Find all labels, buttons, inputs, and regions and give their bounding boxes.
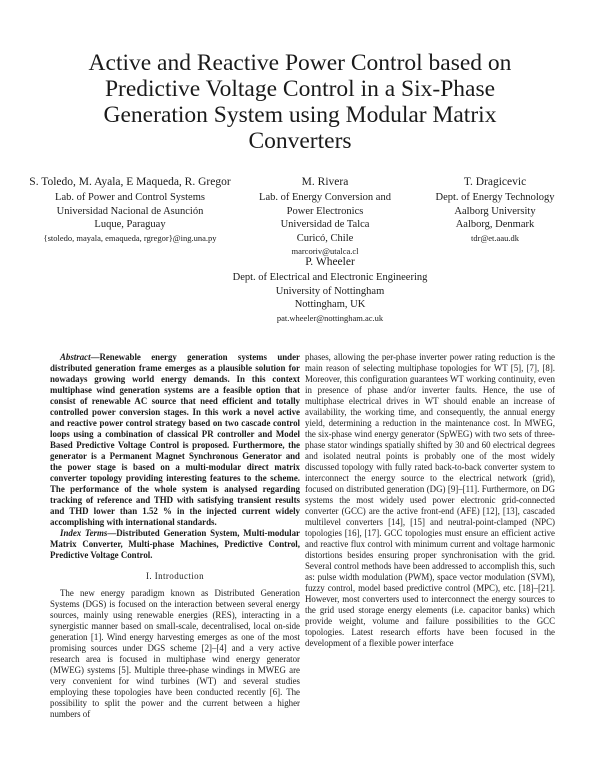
author-affiliation-line: University of Nottingham (275, 285, 385, 297)
paper-title: Active and Reactive Power Control based on Predictive Voltage Control in a Six-Phase Generation System using Modular Matrix Converters (88, 50, 512, 154)
left-column (50, 352, 300, 720)
author-affiliation-line: Lab. of Power and Control Systems (55, 192, 205, 203)
author-affiliation-line: Dept. of Energy Technology (435, 192, 555, 203)
author-name: M. Rivera (301, 176, 349, 188)
author-affiliation-line: Dept. of Electrical and Electronic Engineering (232, 272, 428, 283)
author-affiliation-line: Power Electronics (286, 205, 364, 217)
author-block-dragicevic (420, 175, 570, 245)
author-affiliation-line: Universidad Nacional de Asunción (56, 205, 204, 217)
author-block-toledo (10, 175, 250, 245)
section-heading-introduction: I. Introduction (146, 571, 204, 581)
author-name: T. Dragicevic (463, 176, 527, 188)
author-affiliation-line: Universidad de Talca (280, 219, 370, 230)
author-name: S. Toledo, M. Ayala, E Maqueda, R. Gregor (29, 176, 231, 188)
right-column (305, 352, 555, 649)
index-terms-text: —Distributed Generation System, Multi-modular Matrix Converter, Multi-phase Machines, Predictive Control, Predictive Voltage Control. (50, 528, 300, 560)
abstract (50, 352, 300, 528)
author-affiliation-line: Nottingham, UK (294, 299, 366, 310)
index-terms (50, 528, 300, 561)
author-email: marcoriv@utalca.cl (291, 246, 359, 256)
author-email: {stoledo, mayala, emaqueda, rgregor}@ing.una.py (43, 232, 217, 243)
author-affiliation-line: Aalborg, Denmark (455, 219, 535, 230)
author-affiliation-line: Aalborg University (454, 205, 536, 217)
author-block-wheeler (210, 255, 450, 325)
abstract-label: Abstract (60, 352, 91, 362)
author-affiliation-line: Luque, Paraguay (94, 219, 166, 230)
introduction-continued-paragraph: phases, allowing the per-phase inverter power rating reduction is the main reason of selecting multiphase topologies for WT [5], [7], [8]. Moreover, this configuration guarantees WT working continuity, even in presence of phase and/or inverter faults. Hence, the use of multiphase electrical drives in WT should enable an increase of availability, the working time, and consequently, the annual energy yield, determining a reduction in the maintenance cost. In MWEG, the six-phase wind energy generator (SpWEG) with two sets of three-phase stator windings spatially shifted by 30 and 60 electrical degrees and isolated neutral points is probably one of the most widely discussed topology with fully rated back-to-back converter system to interconnect the energy source to the electrical network (grid), focused on distributed generation (DG) [9]–[11]. Furthermore, on DG systems the most widely used power electronic grid-connected converter (GCC) are the active front-end (AFE) [12], [13], cascaded multilevel converters [14], [15] and neutral-point-clamped (NPC) topologies [16], [17]. GCC topologies must ensure an efficient active and reactive flux control with minimum current and voltage harmonic distortions besides ensuring proper synchronisation with the grid. Several control methods have been addressed to accomplish this, such as: pulse width modulation (PWM), space vector modulation (SVM), fuzzy control, model based predictive control (MPC), etc. [18]–[21]. However, most converters used to interconnect the energy sources to the grid used storage energy elements (i.e. capacitor banks) which provide weight, volume and failure possibilities to the GCC topologies. Latest research efforts have been focused in the development of a flexible power interface (305, 352, 555, 648)
author-email: tdr@et.aau.dk (471, 232, 519, 243)
author-email: pat.wheeler@nottingham.ac.uk (276, 312, 384, 323)
author-affiliation-line: Lab. of Energy Conversion and (259, 192, 391, 203)
author-affiliation-line: Curicó, Chile (296, 232, 354, 244)
author-name: P. Wheeler (305, 256, 355, 268)
abstract-text: —Renewable energy generation systems under distributed generation frame emerges as a plausible solution for nowadays growing world energy demands. In this context multiphase wind generation systems are a feasible option that consist of renewable AC source that need efficient and totally controlled power conversion stages. In this work a novel active and reactive power control strategy based on two cascade control loops using a combination of classical PR controller and Model Based Predictive Voltage Control is proposed. Furthermore, the generator is a Permanent Magnet Synchronous Generator and the power stage is based on a multi-modular direct matrix converter topology providing interesting features to the scheme. The performance of the whole system is analysed regarding tracking of reference and THD with satisfying transient results and THD lower than 1.52 % in the injected current widely accomplishing with international standards. (50, 352, 300, 527)
index-terms-label: Index Terms (60, 528, 108, 538)
author-block-rivera (255, 175, 395, 258)
introduction-paragraph: The new energy paradigm known as Distributed Generation Systems (DGS) is focused on the interaction between several energy sources, mainly using renewable energies (RES), interacting in a synergistic manner based on small-scale, decentralised, local on-side generation [1]. Wind energy harvesting emerges as one of the most promising sources under DGS scheme [2]–[4] and a very active research area is focused in multiphase wind energy generator (MWEG) systems [5]. Multiple three-phase windings in MWEG are very convenient for wind turbines (WT) and several studies employing these topologies have been conducted recently [6]. The possibility to split the power and the current between a higher numbers of (50, 588, 300, 719)
